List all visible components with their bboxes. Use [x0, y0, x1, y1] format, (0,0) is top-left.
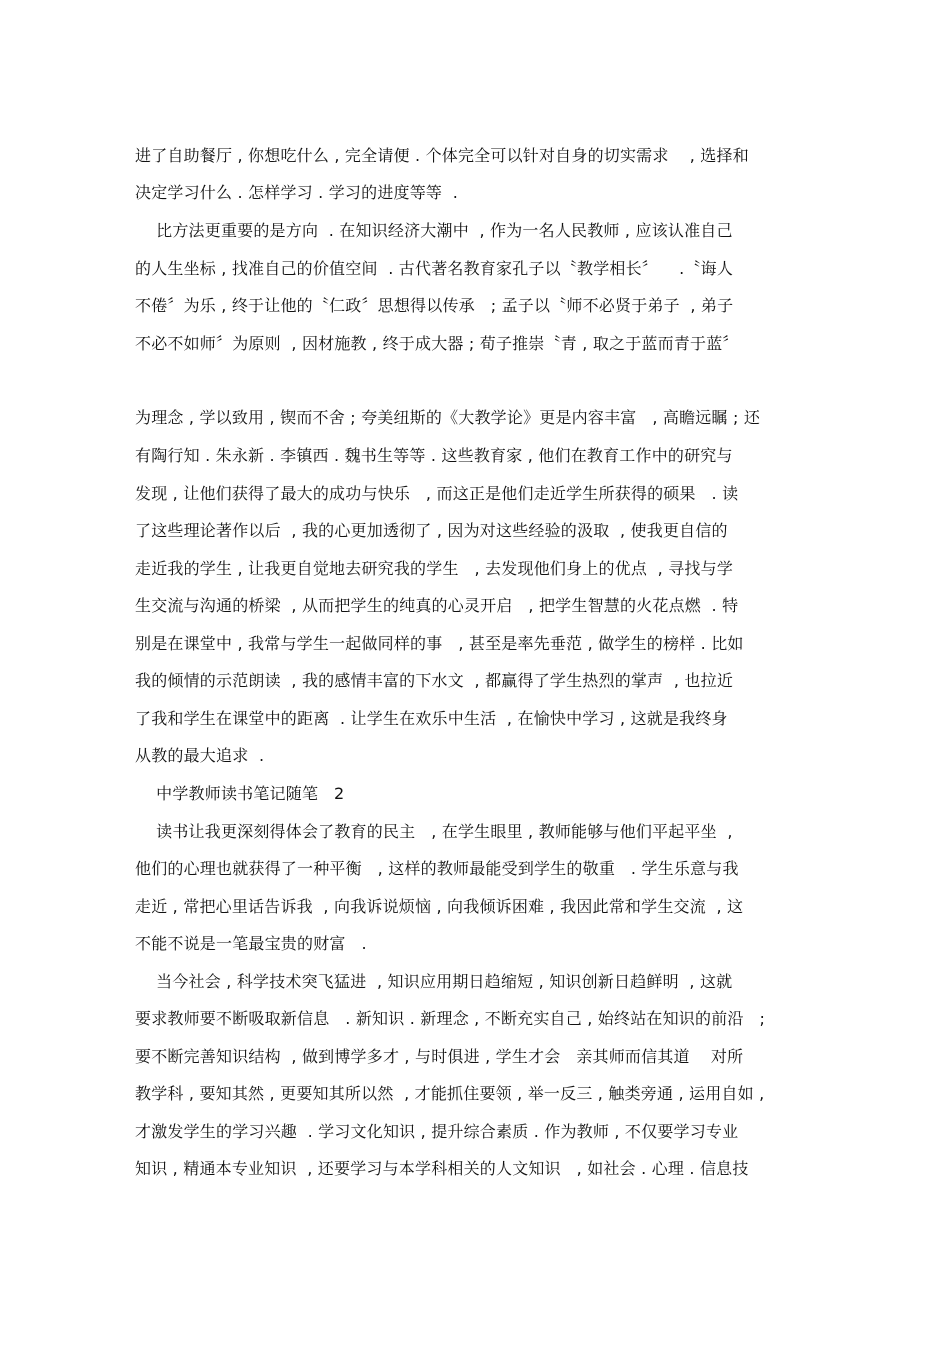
text-line: 不倦〞为乐 , 终于让他的〝仁政〞思想得以传承 ; 孟子以〝师不必贤于弟子 , 弟子: [135, 296, 734, 315]
text-line: 进了自助餐厅 , 你想吃什么 , 完全请便 . 个体完全可以针对自身的切实需求 , 选择和: [135, 146, 749, 165]
text-line: 为理念 , 学以致用 , 锲而不舍 ; 夸美纽斯的《大教学论》更是内容丰富 , 高瞻远瞩 ; 还: [135, 408, 761, 427]
text-line: 不能不说是一笔最宝贵的财富 .: [135, 934, 367, 953]
text-line: 读书让我更深刻得体会了教育的民主 , 在学生眼里 , 教师能够与他们平起平坐 ,: [135, 822, 733, 841]
text-line: 有陶行知 . 朱永新 . 李镇西 . 魏书生等等 . 这些教育家 , 他们在教育工作中的研究与: [135, 446, 733, 465]
text-line: 的人生坐标 , 找准自己的价值空间 . 古代著名教育家孔子以〝教学相长〞 .〝诲人: [135, 259, 734, 278]
text-line: 他们的心理也就获得了一种平衡 , 这样的教师最能受到学生的敬重 . 学生乐意与我: [135, 859, 739, 878]
text-line: 我的倾情的示范朗读 , 我的感情丰富的下水文 , 都赢得了学生热烈的掌声 , 也拉近: [135, 671, 734, 690]
text-line: 比方法更重要的是方向 . 在知识经济大潮中 , 作为一名人民教师 , 应该认准自己: [135, 221, 733, 240]
text-line: 知识 , 精通本专业知识 , 还要学习与本学科相关的人文知识 , 如社会 . 心理 . 信息技: [135, 1159, 749, 1178]
text-line: 了这些理论著作以后 , 我的心更加透彻了 , 因为对这些经验的汲取 , 使我更自信的: [135, 521, 728, 540]
text-line: 生交流与沟通的桥梁 , 从而把学生的纯真的心灵开启 , 把学生智慧的火花点燃 . 特: [135, 596, 739, 615]
text-line: 走近 , 常把心里话告诉我 , 向我诉说烦恼 , 向我倾诉困难 , 我因此常和学生交流 , 这: [135, 897, 744, 916]
text-line: 走近我的学生 , 让我更自觉地去研究我的学生 , 去发现他们身上的优点 , 寻找与学: [135, 559, 734, 578]
text-line: 发现 , 让他们获得了最大的成功与快乐 , 而这正是他们走近学生所获得的硕果 . 读: [135, 484, 739, 503]
text-line: 要不断完善知识结构 , 做到博学多才 , 与时俱进 , 学生才会 亲其师而信其道 对所: [135, 1047, 744, 1066]
text-line: 不必不如师〞为原则 , 因材施教 , 终于成大器 ; 荀子推崇〝青 , 取之于蓝而青于蓝〞: [135, 334, 739, 353]
text-line: 才激发学生的学习兴趣 . 学习文化知识 , 提升综合素质 . 作为教师 , 不仅要学习专业: [135, 1122, 739, 1141]
text-line: 决定学习什么 . 怎样学习 . 学习的进度等等 .: [135, 183, 458, 202]
text-line: 当今社会 , 科学技术突飞猛进 , 知识应用期日趋缩短 , 知识创新日趋鲜明 , 这就: [135, 972, 733, 991]
text-line: 要求教师要不断吸取新信息 . 新知识 . 新理念 , 不断充实自己 , 始终站在知识的前沿 ;: [135, 1009, 766, 1028]
text-line: 别是在课堂中 , 我常与学生一起做同样的事 , 甚至是率先垂范 , 做学生的榜样 . 比如: [135, 634, 744, 653]
section-heading: 中学教师读书笔记随笔 2: [135, 784, 345, 803]
text-line: 了我和学生在课堂中的距离 . 让学生在欢乐中生活 , 在愉快中学习 , 这就是我终身: [135, 709, 728, 728]
text-line: 从教的最大追求 .: [135, 746, 265, 765]
text-line: 教学科 , 要知其然 , 更要知其所以然 , 才能抓住要领 , 举一反三 , 触类旁通 , 运用自如 ,: [135, 1084, 765, 1103]
